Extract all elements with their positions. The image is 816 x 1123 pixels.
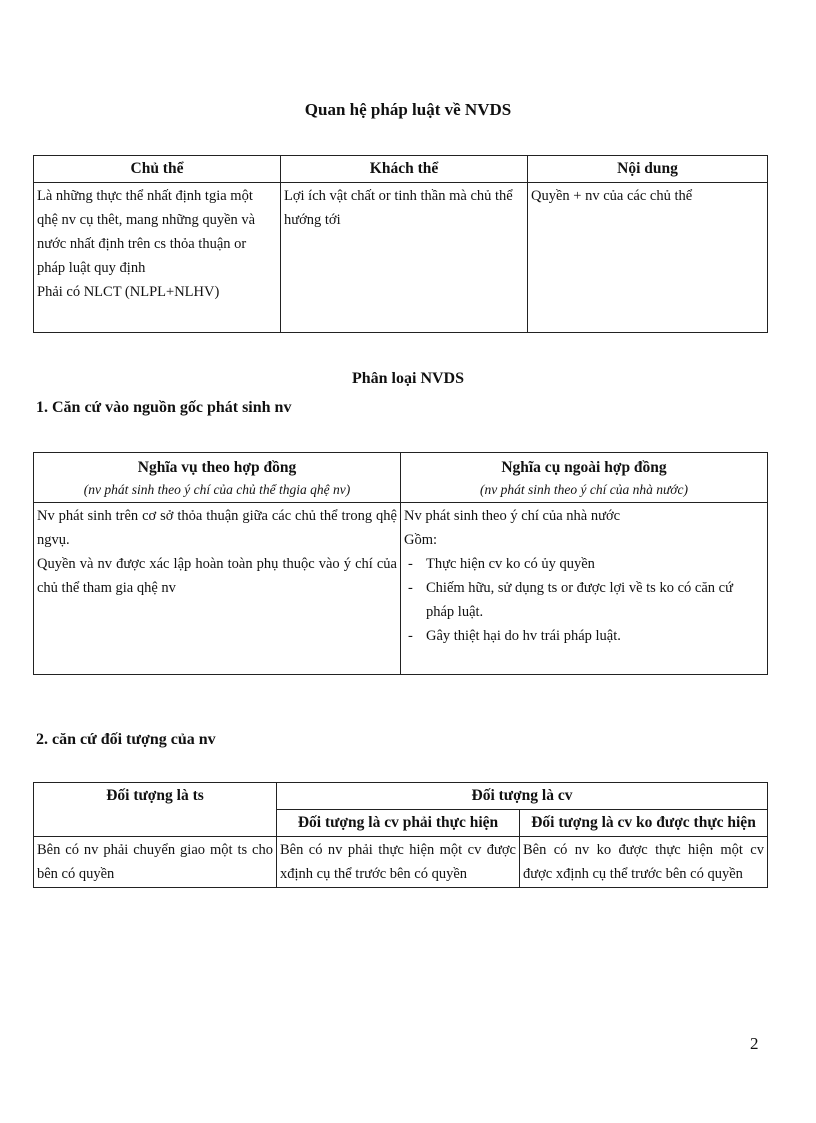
header-content: Nội dung [528, 156, 768, 183]
cell-contract [34, 503, 401, 675]
subject-line: nước nhất định trên cs thỏa thuận or [37, 236, 247, 252]
table-row [34, 837, 768, 888]
page-title: Quan hệ pháp luật về NVDS [304, 100, 512, 119]
contract-paragraph: Quyền và nv được xác lập hoàn toàn phụ thuộc vào ý chí của chủ thể tham gia qhệ nv [37, 556, 397, 596]
header-object: Khách thể [281, 156, 528, 183]
subject-line: Là những thực thể nhất định tgia một [37, 188, 253, 204]
cell-noncontract [401, 503, 768, 675]
table-header-row [34, 783, 768, 810]
table-relationship [33, 155, 768, 333]
header-subject: Chủ thể [34, 156, 281, 183]
header-contract [34, 453, 401, 503]
header-work-mustnot: Đối tượng là cv ko được thực hiện [520, 810, 768, 837]
section-title: Phân loại NVDS [351, 370, 465, 387]
header-noncontract [401, 453, 768, 503]
header-property: Đối tượng là ts [34, 783, 277, 837]
noncontract-list [404, 552, 764, 648]
list-item: - Chiếm hữu, sử dụng ts or được lợi về ts ko có căn cứ pháp luật. [426, 576, 764, 624]
cell-content: Quyền + nv của các chủ thể [528, 183, 768, 333]
cell-object: Lợi ích vật chất or tinh thần mà chủ thể hướng tới [281, 183, 528, 333]
contract-paragraph: Nv phát sinh trên cơ sở thỏa thuận giữa các chủ thể trong qhệ ngvụ. [37, 508, 397, 548]
heading-origin: 1. Căn cứ vào nguồn gốc phát sinh nv [36, 399, 292, 416]
table-header-row [34, 453, 768, 503]
table-row [34, 503, 768, 675]
header-work: Đối tượng là cv [277, 783, 768, 810]
header-noncontract-sub: (nv phát sinh theo ý chí của nhà nước) [479, 482, 689, 497]
noncontract-intro: Nv phát sinh theo ý chí của nhà nước [404, 508, 621, 524]
table-row [34, 183, 768, 333]
header-contract-sub: (nv phát sinh theo ý chí của chủ thể thgia qhệ nv) [83, 482, 351, 497]
table-origin [33, 452, 768, 675]
heading-object: 2. căn cứ đối tượng của nv [36, 731, 216, 748]
header-noncontract-title: Nghĩa cụ ngoài hợp đồng [501, 459, 667, 476]
cell-property: Bên có nv phải chuyển giao một ts cho bên có quyền [34, 837, 277, 888]
table-header-row [34, 156, 768, 183]
page-number: 2 [750, 1034, 759, 1053]
cell-subject [34, 183, 281, 333]
cell-work-mustnot: Bên có nv ko được thực hiện một cv được xđịnh cụ thể trước bên có quyền [520, 837, 768, 888]
header-contract-title: Nghĩa vụ theo hợp đồng [137, 459, 297, 476]
list-item: - Thực hiện cv ko có ủy quyền [426, 552, 764, 576]
table-object [33, 782, 768, 888]
subject-line: qhệ nv cụ thêt, mang những quyền và [37, 212, 256, 228]
header-work-must: Đối tượng là cv phải thực hiện [277, 810, 520, 837]
subject-line: Phải có NLCT (NLPL+NLHV) [37, 284, 220, 300]
subject-line: pháp luật quy định [37, 260, 146, 276]
noncontract-includes: Gồm: [404, 532, 438, 548]
cell-work-must: Bên có nv phải thực hiện một cv được xđịnh cụ thể trước bên có quyền [277, 837, 520, 888]
list-item: - Gây thiệt hại do hv trái pháp luật. [426, 624, 764, 648]
